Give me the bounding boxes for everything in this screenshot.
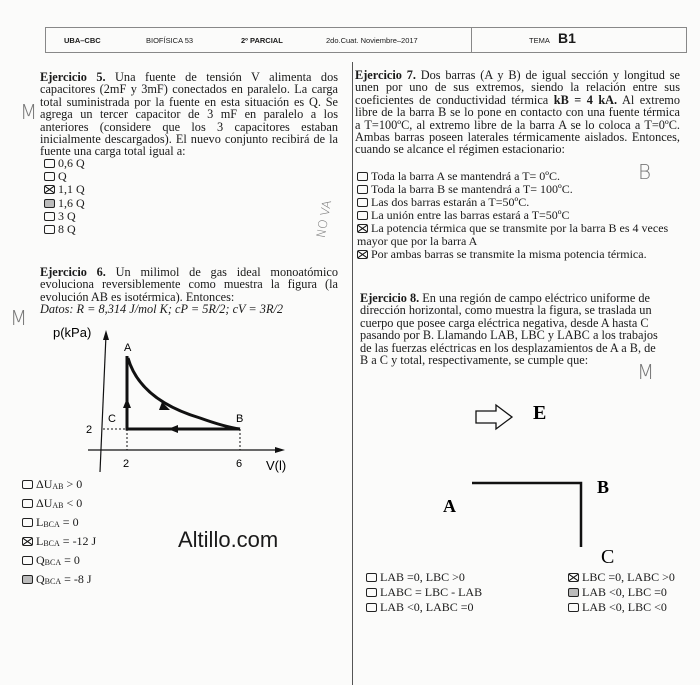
checkbox[interactable] bbox=[366, 573, 377, 582]
handwritten-mark: M bbox=[20, 100, 38, 124]
checkbox[interactable] bbox=[22, 575, 33, 584]
option-label: BCA bbox=[43, 539, 60, 548]
point-b-label: B bbox=[597, 477, 610, 497]
option-label: Las dos barras estarán a T=50ºC. bbox=[371, 195, 530, 209]
checkbox[interactable] bbox=[366, 588, 377, 597]
subject: BIOFÍSICA 53 bbox=[146, 36, 194, 45]
ej6-options bbox=[22, 476, 96, 590]
checkbox[interactable] bbox=[22, 499, 33, 508]
answer-option[interactable] bbox=[22, 514, 96, 533]
answer-option[interactable] bbox=[22, 495, 96, 514]
option-label: Toda la barra B se mantendrá a T= 100ºC. bbox=[371, 182, 573, 196]
option-label: AB bbox=[52, 501, 64, 510]
watermark: Altillo.com bbox=[178, 527, 279, 552]
option-label: = -12 J bbox=[59, 534, 97, 548]
answer-option[interactable] bbox=[366, 570, 482, 585]
checkbox[interactable] bbox=[22, 518, 33, 527]
column-divider bbox=[352, 62, 353, 685]
ej8-options-left bbox=[366, 570, 482, 615]
checkbox[interactable] bbox=[357, 224, 368, 233]
answer-option[interactable] bbox=[22, 571, 96, 590]
option-label: > 0 bbox=[63, 477, 83, 491]
checkbox[interactable] bbox=[568, 588, 579, 597]
tema-label: TEMA bbox=[529, 36, 550, 45]
option-label: Por ambas barras se transmite la misma potencia térmica. bbox=[371, 247, 647, 261]
checkbox[interactable] bbox=[357, 185, 368, 194]
ejercicio-8 bbox=[360, 292, 660, 366]
ejercicio-7 bbox=[355, 69, 680, 156]
option-label: LABC = LBC - LAB bbox=[380, 585, 483, 599]
option-label: LAB <0, LBC =0 bbox=[582, 585, 667, 599]
answer-option[interactable] bbox=[357, 222, 682, 248]
y-axis-label: p(kPa) bbox=[53, 325, 92, 340]
field-arrow-icon bbox=[476, 405, 512, 429]
answer-option[interactable] bbox=[568, 600, 675, 615]
checkbox[interactable] bbox=[568, 573, 579, 582]
ej7-text: Dos barras (A y B) de igual sección y longitud se unen por uno de sus extremos, siendo la relación entre sus coeficientes de conductividad térmica bbox=[355, 68, 681, 107]
option-label: LAB =0, LBC >0 bbox=[380, 570, 465, 584]
option-label: L bbox=[36, 534, 44, 548]
option-label: La potencia térmica que se transmite por la barra B es 4 veces mayor que por la barra A bbox=[357, 221, 669, 248]
exam-name: 2º PARCIAL bbox=[241, 36, 283, 45]
answer-option[interactable] bbox=[22, 533, 96, 552]
option-label: BCA bbox=[44, 558, 62, 567]
ej6-text: Un milimol de gas ideal monoatómico evoluciona reversiblemente como muestra la figura (la evolución AB es isotérmica). Entonces: bbox=[40, 265, 339, 304]
checkbox[interactable] bbox=[22, 556, 33, 565]
field-label: E bbox=[533, 402, 547, 424]
option-label: Q bbox=[36, 572, 45, 586]
option-label: AB bbox=[52, 482, 64, 491]
checkbox[interactable] bbox=[22, 480, 33, 489]
handwritten-mark: NO VA bbox=[313, 199, 335, 239]
term: 2do.Cuat. Noviembre–2017 bbox=[326, 36, 418, 45]
option-label: = -8 J bbox=[61, 572, 92, 586]
ej6-title: Ejercicio 6. bbox=[40, 265, 106, 279]
ej8-title: Ejercicio 8. bbox=[360, 291, 420, 305]
option-label: LAB <0, LBC <0 bbox=[582, 600, 667, 614]
ej8-text: En una región de campo eléctrico uniforme de dirección horizontal, como muestra la figura, se traslada un cuerpo que posee carga eléctrica negativa, desde A hasta C pasando por B. Llamando LAB, LBC y LABC a los trabajos de las fuerzas eléctricas en los desplazamientos de A a B, de B a C y total, respectivamente, se cumple que: bbox=[360, 291, 658, 368]
option-label: < 0 bbox=[63, 496, 83, 510]
point-a-label: A bbox=[124, 342, 132, 354]
checkbox[interactable] bbox=[357, 172, 368, 181]
checkbox[interactable] bbox=[357, 250, 368, 259]
option-label: Toda la barra A se mantendrá a T= 0ºC. bbox=[371, 169, 561, 183]
option-label: LBC =0, LABC >0 bbox=[582, 570, 675, 584]
option-label: = 0 bbox=[61, 553, 80, 567]
ej7-formula: kB = 4 kA. bbox=[553, 92, 618, 107]
option-label: Q bbox=[58, 169, 67, 184]
option-label: BCA bbox=[44, 577, 62, 586]
y-tick: 2 bbox=[86, 424, 93, 436]
point-b-label: B bbox=[236, 413, 244, 425]
answer-option[interactable] bbox=[568, 585, 675, 600]
checkbox[interactable] bbox=[366, 603, 377, 612]
answer-option[interactable] bbox=[22, 476, 96, 495]
x-tick: 2 bbox=[123, 458, 130, 470]
ej7-options bbox=[357, 170, 682, 261]
checkbox[interactable] bbox=[357, 198, 368, 207]
option-label: L bbox=[36, 515, 44, 529]
answer-option[interactable] bbox=[366, 600, 482, 615]
option-label: BCA bbox=[43, 520, 60, 529]
option-label: = 0 bbox=[59, 515, 79, 529]
option-label: 1,6 Q bbox=[58, 195, 85, 210]
field-diagram bbox=[350, 395, 700, 575]
option-label: 1,1 Q bbox=[58, 182, 85, 197]
option-label: 8 Q bbox=[58, 222, 76, 237]
handwritten-mark: M bbox=[637, 360, 655, 384]
handwritten-mark: B bbox=[638, 160, 652, 184]
institution: UBA–CBC bbox=[64, 36, 101, 45]
answer-option[interactable] bbox=[568, 570, 675, 585]
ej5-text: Una fuente de tensión V alimenta dos capacitores (2mF y 3mF) conectados en paralelo. La carga total suministrada por la fuente en esta situación es Q. Se agrega un tercer capacitor de 3 mF en paralelo a los anteriores (considere que los 3 capacitores estaban inicialmente descargados). El nuevo conjunto recibirá de la fuente una carga total igual a: bbox=[40, 70, 339, 159]
option-label: 3 Q bbox=[58, 208, 76, 223]
tema-value: B1 bbox=[558, 30, 576, 46]
answer-option[interactable] bbox=[366, 585, 482, 600]
option-label: ΔU bbox=[36, 477, 53, 491]
x-axis-label: V(l) bbox=[266, 458, 287, 473]
ej6-datos: Datos: R = 8,314 J/mol K; cP = 5R/2; cV = 3R/2 bbox=[40, 302, 284, 317]
checkbox[interactable] bbox=[22, 537, 33, 546]
answer-option[interactable] bbox=[22, 552, 96, 571]
ej8-options-right bbox=[568, 570, 675, 615]
pv-diagram bbox=[0, 0, 350, 480]
option-label: LAB <0, LABC =0 bbox=[380, 600, 474, 614]
handwritten-mark: M bbox=[10, 306, 28, 330]
option-label: La unión entre las barras estará a T=50ºC bbox=[371, 208, 570, 222]
option-label: 0,6 Q bbox=[58, 156, 85, 170]
option-label: ΔU bbox=[36, 496, 53, 510]
checkbox[interactable] bbox=[568, 603, 579, 612]
ej5-title: Ejercicio 5. bbox=[40, 70, 106, 84]
ej7-text2: Al extremo libre de la barra B se lo pone en contacto con una fuente térmica a T=100ºC, al extremo libre de la barra A se lo coloca a T=0ºC. Ambas barras poseen laterales térmicamente aislados. Entonces, cuando se alcance el régimen estacionario: bbox=[355, 92, 680, 157]
point-c-label: C bbox=[601, 546, 615, 568]
answer-option[interactable] bbox=[357, 248, 682, 261]
x-tick: 6 bbox=[236, 458, 243, 470]
option-label: Q bbox=[36, 553, 45, 567]
ej7-title: Ejercicio 7. bbox=[355, 68, 416, 82]
checkbox[interactable] bbox=[357, 211, 368, 220]
point-c-label: C bbox=[108, 413, 116, 425]
point-a-label: A bbox=[443, 496, 456, 516]
